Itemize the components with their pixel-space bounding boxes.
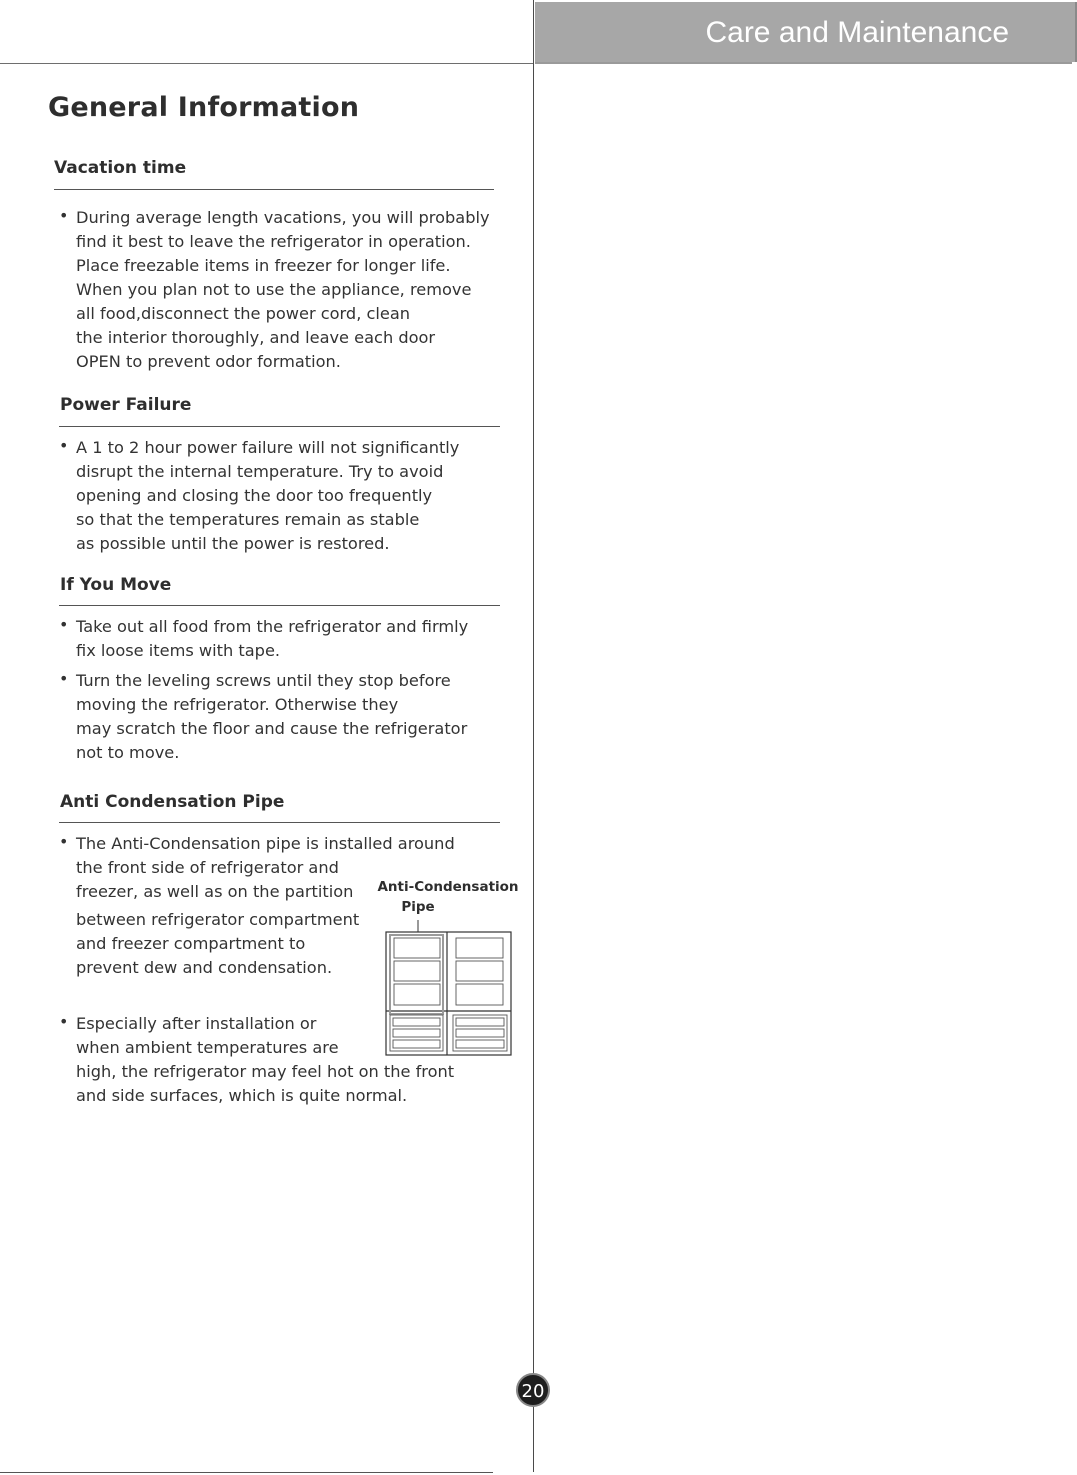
text-line: Place freezable items in freezer for longer life. bbox=[76, 256, 451, 275]
center-divider bbox=[533, 0, 534, 1472]
bullet: • bbox=[59, 206, 69, 225]
bullet: • bbox=[59, 669, 69, 688]
paragraph-move-screws bbox=[76, 669, 467, 765]
text-line: all food,disconnect the power cord, clean bbox=[76, 304, 411, 323]
text-line: During average length vacations, you will probably bbox=[76, 208, 490, 227]
heading-power-failure: Power Failure bbox=[60, 395, 192, 415]
text-line: Turn the leveling screws until they stop before bbox=[76, 671, 451, 690]
page-title: General Information bbox=[48, 92, 360, 123]
text-line: not to move. bbox=[76, 743, 180, 762]
shelf bbox=[394, 961, 440, 981]
text-line: and freezer compartment to bbox=[76, 934, 306, 953]
text-line: A 1 to 2 hour power failure will not significantly bbox=[76, 438, 460, 457]
text-line: the front side of refrigerator and bbox=[76, 858, 339, 877]
shelf bbox=[456, 984, 503, 1005]
drawer bbox=[456, 1029, 504, 1037]
rule-power-failure bbox=[59, 426, 500, 427]
text-line: and side surfaces, which is quite normal. bbox=[76, 1086, 408, 1105]
section-header-band bbox=[535, 2, 1077, 62]
text-line: when ambient temperatures are bbox=[76, 1038, 339, 1057]
text-line: Take out all food from the refrigerator and firmly bbox=[76, 617, 469, 636]
text-line: prevent dew and condensation. bbox=[76, 958, 333, 977]
bottom-divider bbox=[0, 1472, 493, 1473]
diagram-label-pipe: Pipe bbox=[401, 899, 435, 915]
heading-if-you-move: If You Move bbox=[60, 575, 172, 595]
drawer bbox=[393, 1018, 440, 1026]
diagram-label-anti-condensation: Anti-Condensation bbox=[377, 879, 519, 895]
page-number: 20 bbox=[516, 1373, 550, 1407]
paragraph-move-food bbox=[76, 615, 468, 663]
heading-vacation-time: Vacation time bbox=[54, 158, 187, 178]
heading-anti-condensation-pipe: Anti Condensation Pipe bbox=[60, 792, 285, 812]
text-line: the interior thoroughly, and leave each door bbox=[76, 328, 436, 347]
text-line: moving the refrigerator. Otherwise they bbox=[76, 695, 399, 714]
rule-vacation-time bbox=[54, 189, 494, 190]
text-line: so that the temperatures remain as stable bbox=[76, 510, 420, 529]
shelf bbox=[394, 984, 440, 1005]
drawer bbox=[456, 1018, 504, 1026]
shelf bbox=[394, 938, 440, 958]
text-line: between refrigerator compartment bbox=[76, 910, 360, 929]
text-line: fix loose items with tape. bbox=[76, 641, 281, 660]
text-line: may scratch the floor and cause the refrigerator bbox=[76, 719, 468, 738]
shelf bbox=[456, 938, 503, 958]
text-line: disrupt the internal temperature. Try to avoid bbox=[76, 462, 444, 481]
text-line: as possible until the power is restored. bbox=[76, 534, 390, 553]
paragraph-vacation-time bbox=[76, 206, 490, 374]
text-line: high, the refrigerator may feel hot on the front bbox=[76, 1062, 455, 1081]
bullet: • bbox=[59, 1012, 69, 1031]
text-line: When you plan not to use the appliance, remove bbox=[76, 280, 472, 299]
text-line: opening and closing the door too frequently bbox=[76, 486, 433, 505]
bullet: • bbox=[59, 615, 69, 634]
drawer bbox=[393, 1040, 440, 1048]
top-divider bbox=[0, 63, 534, 64]
refrigerator-diagram bbox=[380, 920, 520, 1062]
rule-if-you-move bbox=[59, 605, 500, 606]
text-line: The Anti-Condensation pipe is installed around bbox=[76, 834, 455, 853]
text-line: freezer, as well as on the partition bbox=[76, 882, 354, 901]
drawer bbox=[456, 1040, 504, 1048]
shelf bbox=[456, 961, 503, 981]
text-line: find it best to leave the refrigerator in operation. bbox=[76, 232, 471, 251]
bullet: • bbox=[59, 832, 69, 851]
text-line: Especially after installation or bbox=[76, 1014, 317, 1033]
rule-anti-condensation-pipe bbox=[59, 822, 500, 823]
text-line: OPEN to prevent odor formation. bbox=[76, 352, 341, 371]
bullet: • bbox=[59, 436, 69, 455]
header-underline bbox=[535, 62, 1072, 64]
paragraph-power-failure bbox=[76, 436, 459, 556]
drawer bbox=[393, 1029, 440, 1037]
section-header-title: Care and Maintenance bbox=[705, 16, 1009, 49]
